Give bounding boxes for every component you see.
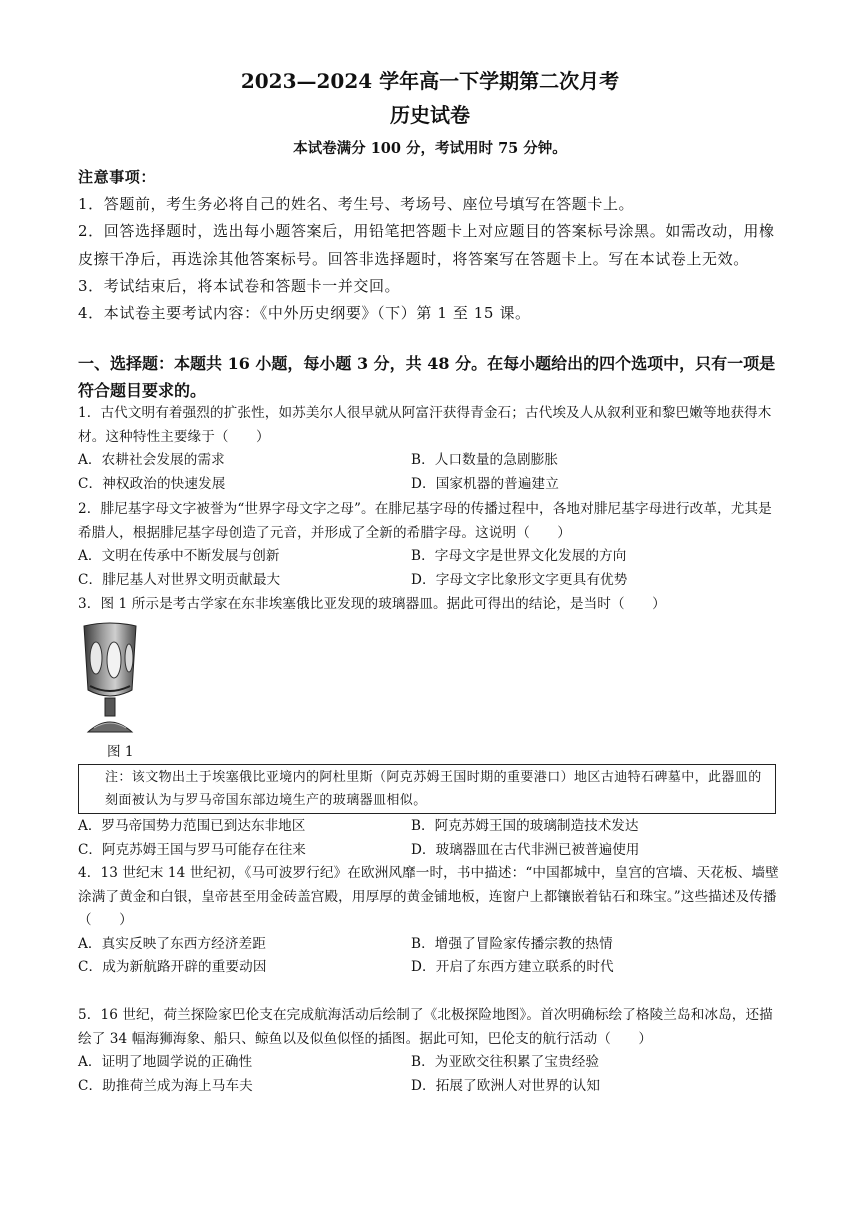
option-a: A．罗马帝国势力范围已到达东非地区 (78, 818, 306, 834)
option-b: B．字母文字是世界文化发展的方向 (411, 548, 627, 564)
options-row (78, 569, 784, 593)
question-3-stem: 3．图 1 所示是考古学家在东非埃塞俄比亚发现的玻璃器皿。据此可得出的结论，是当时（ ） (78, 596, 666, 612)
figure-note-box (78, 764, 776, 814)
notes-heading: 注意事项： (78, 168, 157, 186)
option-b: B．增强了冒险家传播宗教的热情 (411, 935, 613, 952)
glass-vessel-image (80, 620, 140, 738)
option-b: B．为亚欧交往积累了宝贵经验 (411, 1054, 600, 1070)
option-a: A．真实反映了东西方经济差距 (78, 935, 266, 952)
exam-title: 2023—2024 学年高一下学期第二次月考 (240, 69, 620, 93)
option-a: A．农耕社会发展的需求 (78, 452, 225, 468)
options-row (78, 449, 784, 473)
option-d: D．开启了东西方建立联系的时代 (411, 959, 614, 975)
figure-caption: 图 1 (107, 744, 134, 760)
question-stem: 4．13 世纪末 14 世纪初，《马可波罗行纪》在欧洲风靡一时，书中描述：“中国都城中，皇宫的宫墙、天花板、墙壁涂满了黄金和白银，皇帝甚至用金砖盖宫殿，用厚厚的黄金铺地板，连窗户上都镶嵌着钻石和珠宝。”这些描述及传播（ ） (78, 865, 779, 928)
option-d: D．国家机器的普遍建立 (411, 475, 559, 492)
options-row (78, 1051, 784, 1075)
options-row (78, 545, 784, 569)
question-3-options (78, 815, 784, 862)
option-b: B．人口数量的急剧膨胀 (411, 452, 559, 468)
option-d: D．拓展了欧洲人对世界的认知 (411, 1077, 601, 1094)
notes-section (78, 164, 784, 327)
notes-item: 3．考试结束后，将本试卷和答题卡一并交回。 (78, 276, 401, 295)
options-row (78, 473, 784, 497)
notes-item: 2．回答选择题时，选出每小题答案后，用铅笔把答题卡上对应题目的答案标号涂黑。如需改动，用橡皮擦干净后，再选涂其他答案标号。回答非选择题时，将答案写在答题卡上。写在本试卷上无效。 (78, 222, 775, 268)
options-row (78, 839, 784, 863)
question-1 (78, 402, 784, 496)
question-stem: 1．古代文明有着强烈的扩张性，如苏美尔人很早就从阿富汗获得青金石；古代埃及人从叙利亚和黎巴嫩等地获得木材。这种特性主要缘于（ ） (78, 405, 772, 445)
options-row (78, 1075, 784, 1099)
option-b: B．阿克苏姆王国的玻璃制造技术发达 (411, 818, 639, 834)
option-c: C．成为新航路开辟的重要动因 (78, 959, 267, 975)
exam-subject: 历史试卷 (390, 103, 470, 127)
question-4 (78, 862, 784, 980)
option-d: D．玻璃器皿在古代非洲已被普遍使用 (411, 841, 640, 858)
glass-vessel-figure (80, 620, 140, 738)
exam-info: 本试卷满分 100 分，考试用时 75 分钟。 (293, 140, 567, 157)
options-row (78, 933, 784, 957)
question-5 (78, 1004, 784, 1098)
option-a: A．文明在传承中不断发展与创新 (78, 548, 280, 564)
question-stem: 5．16 世纪，荷兰探险家巴伦支在完成航海活动后绘制了《北极探险地图》。首次明确标绘了格陵兰岛和冰岛，还描绘了 34 幅海狮海象、船只、鲸鱼以及似鱼似怪的插图。据此可知，巴伦支的航行活动（ ） (78, 1007, 773, 1047)
notes-item: 4．本试卷主要考试内容：《中外历史纲要》（下）第 1 至 15 课。 (78, 304, 531, 323)
options-row (78, 815, 784, 839)
option-c: C．腓尼基人对世界文明贡献最大 (78, 571, 281, 588)
option-c: C．阿克苏姆王国与罗马可能存在往来 (78, 841, 306, 858)
notes-item: 1．答题前，考生务必将自己的姓名、考生号、考场号、座位号填写在答题卡上。 (78, 195, 635, 214)
option-c: C．神权政治的快速发展 (78, 475, 226, 492)
option-c: C．助推荷兰成为海上马车夫 (78, 1077, 253, 1094)
figure-note-text: 注：该文物出土于埃塞俄比亚境内的阿杜里斯（阿克苏姆王国时期的重要港口）地区古迪特石碑墓中，此器皿的刻面被认为与罗马帝国东部边境生产的玻璃器皿相似。 (105, 770, 762, 808)
question-2 (78, 498, 784, 592)
option-d: D．字母文字比象形文字更具有优势 (411, 571, 628, 588)
section-heading: 一、选择题：本题共 16 小题，每小题 3 分，共 48 分。在每小题给出的四个选项中，只有一项是符合题目要求的。 (78, 354, 776, 400)
question-stem: 2．腓尼基字母文字被誉为“世界字母文字之母”。在腓尼基字母的传播过程中，各地对腓尼基字母进行改革，尤其是希腊人，根据腓尼基字母创造了元音，并形成了全新的希腊字母。这说明（ ） (78, 501, 772, 541)
options-row (78, 956, 784, 980)
option-a: A．证明了地圆学说的正确性 (78, 1054, 253, 1070)
